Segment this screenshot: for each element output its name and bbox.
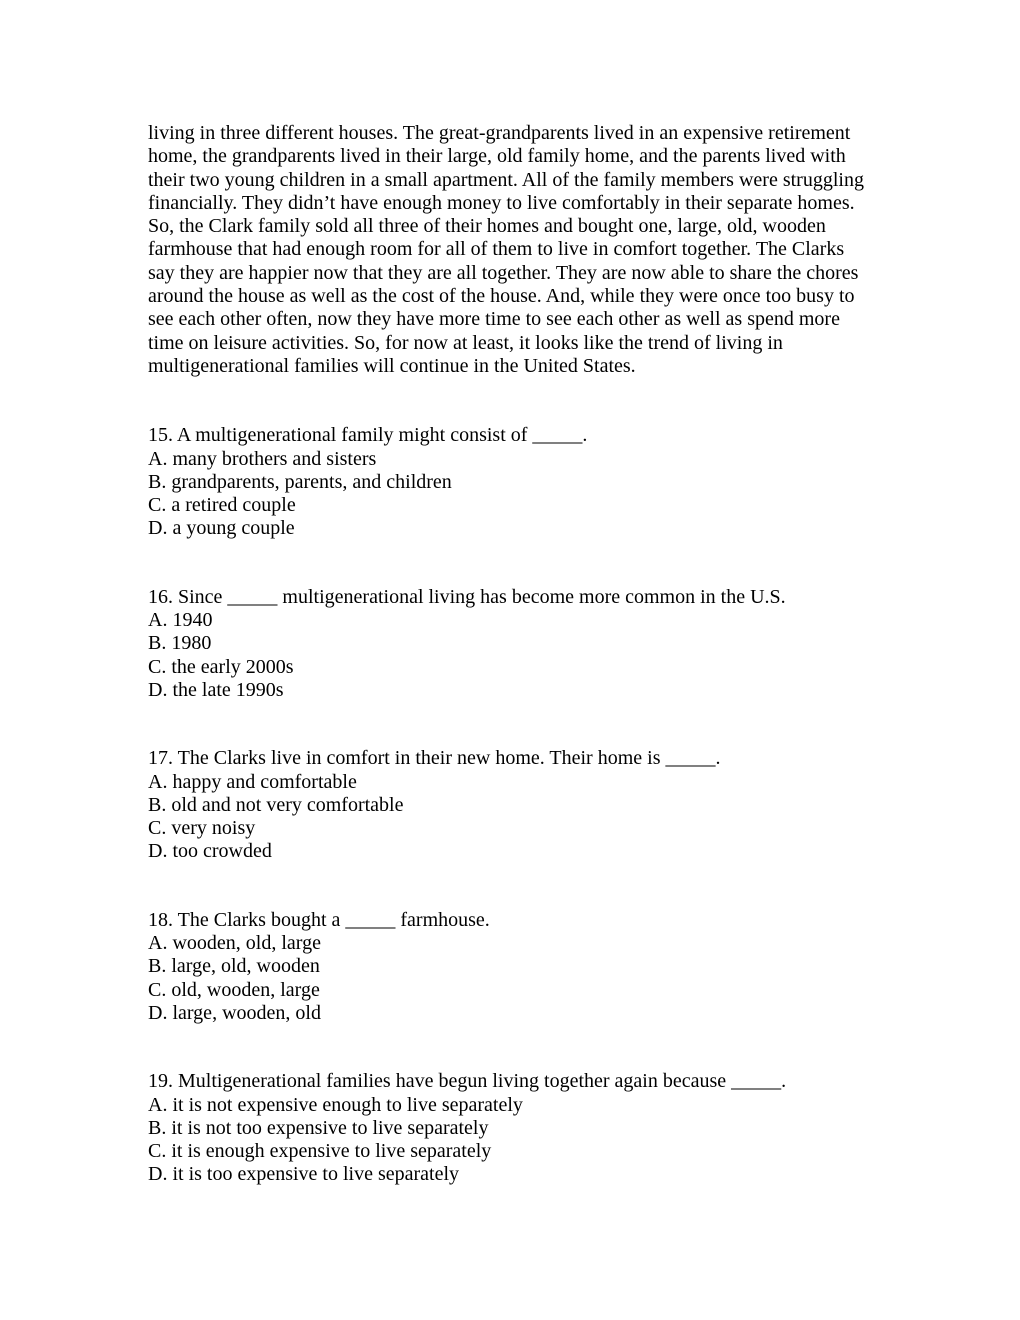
- option-label: A.: [148, 770, 168, 793]
- passage-line: financially. They didn’t have enough money to live comfortably in their separate homes.: [148, 191, 855, 214]
- passage-line: farmhouse that had enough room for all of them to live in comfort together. The Clarks: [148, 238, 845, 261]
- question-19-stem: [148, 1070, 888, 1093]
- passage-line: say they are happier now that they are all together. They are now able to share the chores: [148, 261, 859, 284]
- question-number: 18.: [148, 908, 173, 931]
- option-text: 1980: [171, 632, 212, 655]
- question-stem-text: A multigenerational family might consist of _____.: [176, 424, 588, 447]
- option-text: old and not very comfortable: [171, 793, 404, 816]
- option-label: C.: [148, 817, 167, 840]
- option-text: it is too expensive to live separately: [172, 1163, 460, 1186]
- passage-line: multigenerational families will continue in the United States.: [148, 354, 636, 377]
- question-number: 16.: [148, 585, 173, 608]
- option-text: too crowded: [172, 840, 272, 863]
- question-17: [148, 747, 888, 863]
- option-text: grandparents, parents, and children: [171, 470, 452, 493]
- question-19-option-b: [148, 1117, 888, 1140]
- option-text: wooden, old, large: [172, 932, 321, 955]
- question-16-option-b: [148, 632, 888, 655]
- option-label: C.: [148, 494, 167, 517]
- question-17-option-b: [148, 794, 888, 817]
- question-15: [148, 424, 888, 540]
- option-text: the late 1990s: [172, 678, 284, 701]
- question-18-option-b: [148, 955, 888, 978]
- option-label: C.: [148, 1140, 167, 1163]
- question-15-option-c: [148, 494, 888, 517]
- question-17-option-d: [148, 840, 888, 863]
- question-number: 15.: [148, 424, 173, 447]
- question-stem-text: Since _____ multigenerational living has become more common in the U.S.: [178, 585, 786, 608]
- option-label: B.: [148, 955, 167, 978]
- question-19-option-c: [148, 1140, 888, 1163]
- reading-passage: [148, 122, 888, 378]
- question-18-option-c: [148, 979, 888, 1002]
- question-16-option-d: [148, 679, 888, 702]
- question-15-option-a: [148, 448, 888, 471]
- option-label: B.: [148, 793, 167, 816]
- passage-line: time on leisure activities. So, for now at least, it looks like the trend of living in: [148, 331, 783, 354]
- option-label: A.: [148, 609, 168, 632]
- option-label: C.: [148, 978, 167, 1001]
- question-16: [148, 586, 888, 702]
- option-label: B.: [148, 1116, 167, 1139]
- option-label: D.: [148, 1001, 168, 1024]
- passage-line: their two young children in a small apartment. All of the family members were struggling: [148, 168, 864, 191]
- question-16-stem: [148, 586, 888, 609]
- option-label: D.: [148, 840, 168, 863]
- option-text: it is not expensive enough to live separately: [172, 1093, 523, 1116]
- question-16-option-a: [148, 609, 888, 632]
- option-text: old, wooden, large: [171, 978, 320, 1001]
- option-text: the early 2000s: [171, 655, 294, 678]
- option-text: it is not too expensive to live separately: [171, 1116, 489, 1139]
- option-text: large, wooden, old: [172, 1001, 321, 1024]
- question-15-stem: [148, 424, 888, 447]
- question-stem-text: Multigenerational families have begun living together again because _____.: [178, 1070, 787, 1093]
- option-text: a young couple: [172, 517, 295, 540]
- option-label: A.: [148, 932, 168, 955]
- question-19-option-d: [148, 1163, 888, 1186]
- option-label: A.: [148, 447, 168, 470]
- option-text: a retired couple: [171, 494, 296, 517]
- option-text: happy and comfortable: [172, 770, 357, 793]
- option-text: very noisy: [171, 817, 256, 840]
- question-17-option-a: [148, 771, 888, 794]
- question-18-option-a: [148, 932, 888, 955]
- question-18: [148, 909, 888, 1025]
- option-text: 1940: [172, 609, 213, 632]
- question-19-option-a: [148, 1094, 888, 1117]
- passage-line: see each other often, now they have more time to see each other as well as spend more: [148, 308, 840, 331]
- question-18-stem: [148, 909, 888, 932]
- option-text: it is enough expensive to live separately: [171, 1140, 492, 1163]
- option-label: C.: [148, 655, 167, 678]
- option-label: D.: [148, 678, 168, 701]
- question-17-stem: [148, 747, 888, 770]
- option-label: B.: [148, 632, 167, 655]
- passage-line: home, the grandparents lived in their large, old family home, and the parents lived with: [148, 145, 846, 168]
- option-text: many brothers and sisters: [172, 447, 377, 470]
- question-15-option-b: [148, 471, 888, 494]
- question-number: 17.: [148, 747, 173, 770]
- page-content: [148, 122, 888, 1187]
- question-17-option-c: [148, 817, 888, 840]
- passage-line: So, the Clark family sold all three of their homes and bought one, large, old, wooden: [148, 215, 826, 238]
- option-label: D.: [148, 517, 168, 540]
- question-stem-text: The Clarks live in comfort in their new home. Their home is _____.: [177, 747, 721, 770]
- question-15-option-d: [148, 517, 888, 540]
- option-label: B.: [148, 470, 167, 493]
- passage-line: living in three different houses. The great-grandparents lived in an expensive retirement: [148, 122, 851, 144]
- question-19: [148, 1070, 888, 1186]
- question-number: 19.: [148, 1070, 173, 1093]
- question-stem-text: The Clarks bought a _____ farmhouse.: [177, 908, 490, 931]
- question-18-option-d: [148, 1002, 888, 1025]
- option-label: D.: [148, 1163, 168, 1186]
- option-label: A.: [148, 1093, 168, 1116]
- option-text: large, old, wooden: [171, 955, 320, 978]
- question-16-option-c: [148, 656, 888, 679]
- passage-line: around the house as well as the cost of the house. And, while they were once too busy to: [148, 285, 855, 308]
